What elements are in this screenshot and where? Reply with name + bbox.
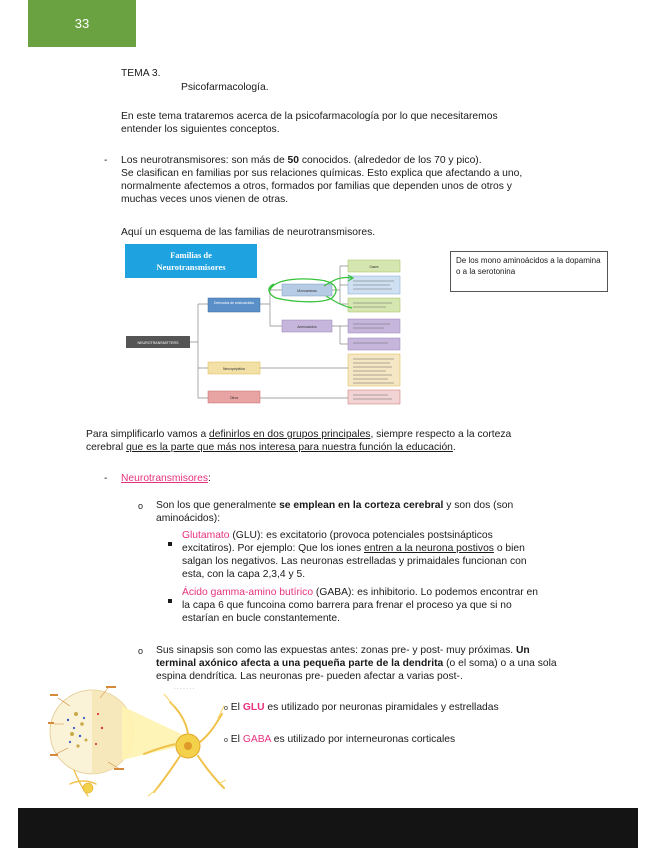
intro-paragraph <box>121 110 498 136</box>
diagram-amino-label: Aminoácidos <box>297 325 317 329</box>
glu-name: Glutamato <box>182 530 230 541</box>
footer-bar <box>18 808 638 848</box>
scheme-intro: Aquí un esquema de las familias de neurotransmisores. <box>121 227 376 238</box>
list-dash: - <box>104 155 108 166</box>
diagram-title-line2: Neurotransmisores <box>156 262 226 272</box>
diagram-leaf <box>348 338 400 350</box>
page-number-box <box>28 0 136 47</box>
diagram-others-label: Otros <box>229 396 239 400</box>
section-heading: Neurotransmisores: <box>121 473 211 484</box>
theme-subtitle: Psicofarmacología. <box>181 82 269 93</box>
nt-family-diagram <box>124 240 414 406</box>
diagram-leaf-label: Gases <box>369 265 379 269</box>
simplify-paragraph <box>86 428 566 454</box>
diagram-mono-label: Monoaminas <box>297 289 317 293</box>
page-number: 33 <box>74 16 90 31</box>
illustration-caption: · · · · · · · <box>174 686 194 692</box>
theme-title: TEMA 3. <box>121 68 161 79</box>
diagram-leaf <box>348 298 400 312</box>
nt-line: muchas veces unos vienen de otras. <box>121 194 289 205</box>
intro-line: En este tema trataremos acerca de la psicofarmacología por lo que necesitaremos <box>121 111 498 122</box>
nt-paragraph <box>121 154 561 206</box>
diagram-title-line1: Familias de <box>170 250 212 260</box>
diagram-note: De los mono aminoácidos a la dopamina o a la serotonina <box>450 251 608 292</box>
square-bullet <box>168 590 172 608</box>
nt-line: normalmente afectemos a otros, formados por familias que dependen unos de otros y <box>121 181 512 192</box>
gaba-paragraph: Ácido gamma-amino butírico (GABA): es inhibitorio. Lo podemos encontrar en la capa 6 que funcoina como barrera para frenar el proceso ya que si no estarían en bucle constantemente. <box>182 587 538 624</box>
diagram-connectors-4 <box>260 368 348 398</box>
nt-line: Los neurotransmisores: son más de 50 conocidos. (alrededor de los 70 y pico). <box>121 155 482 166</box>
bullet1-paragraph: Son los que generalmente se emplean en la corteza cerebral y son dos (son aminoácidos): <box>156 500 514 524</box>
diagram-aa-label: Derivados de aminoácidos <box>214 301 254 305</box>
neuron-synapse-illustration <box>48 684 226 802</box>
diagram-neuropeptide-label: Neuropéptidos <box>222 367 246 371</box>
diagram-leaf <box>348 390 400 404</box>
section-title: Neurotransmisores <box>121 473 208 484</box>
list-dash: - <box>104 473 108 484</box>
simplify-line: Para simplificarlo vamos a definirlos en dos grupos principales, siempre respecto a la corteza <box>86 429 512 440</box>
glu-paragraph: Glutamato (GLU): es excitatorio (provoca potenciales postsinápticos excitatiros). Por ejemplo: Que los iones entren a la neurona postivos o bien salgan los negativos. Las neuronas estrelladas y primaidales funcionan con esta, con la capa 2,3,4 y 5. <box>182 530 527 580</box>
glu-use-name: GLU <box>242 702 265 713</box>
bullet-circle: o <box>138 646 144 656</box>
simplify-line: cerebral que es la parte que más nos interesa para nuestra función la educación. <box>86 442 456 453</box>
intro-line: entender los siguientes conceptos. <box>121 124 280 135</box>
bullet-circle: o <box>138 501 144 511</box>
diagram-connectors-1 <box>190 304 208 398</box>
diagram-leaf <box>348 319 400 333</box>
square-bullet <box>168 533 172 551</box>
gaba-use-line: o El GABA es utilizado por interneuronas corticales <box>224 734 456 745</box>
glu-use-line: o El GLU es utilizado por neuronas piramidales y estrelladas <box>224 702 499 713</box>
nt-line: Se clasifican en familias por sus relaciones químicas. Esto explica que afectando a uno, <box>121 168 523 179</box>
gaba-use-name: GABA <box>242 734 271 745</box>
diagram-root-label: NEUROTRANSMITTERS <box>137 341 179 345</box>
bullet2-paragraph: Sus sinapsis son como las expuestas antes: zonas pre- y post- muy próximas. Un terminal axónico afecta a una pequeña parte de la dendrita (o el soma) o a una sola espina dendrítica. Las neuronas pre- pueden afectar a varias post-. <box>156 645 557 682</box>
gaba-name: Ácido gamma-amino butírico <box>182 587 314 598</box>
